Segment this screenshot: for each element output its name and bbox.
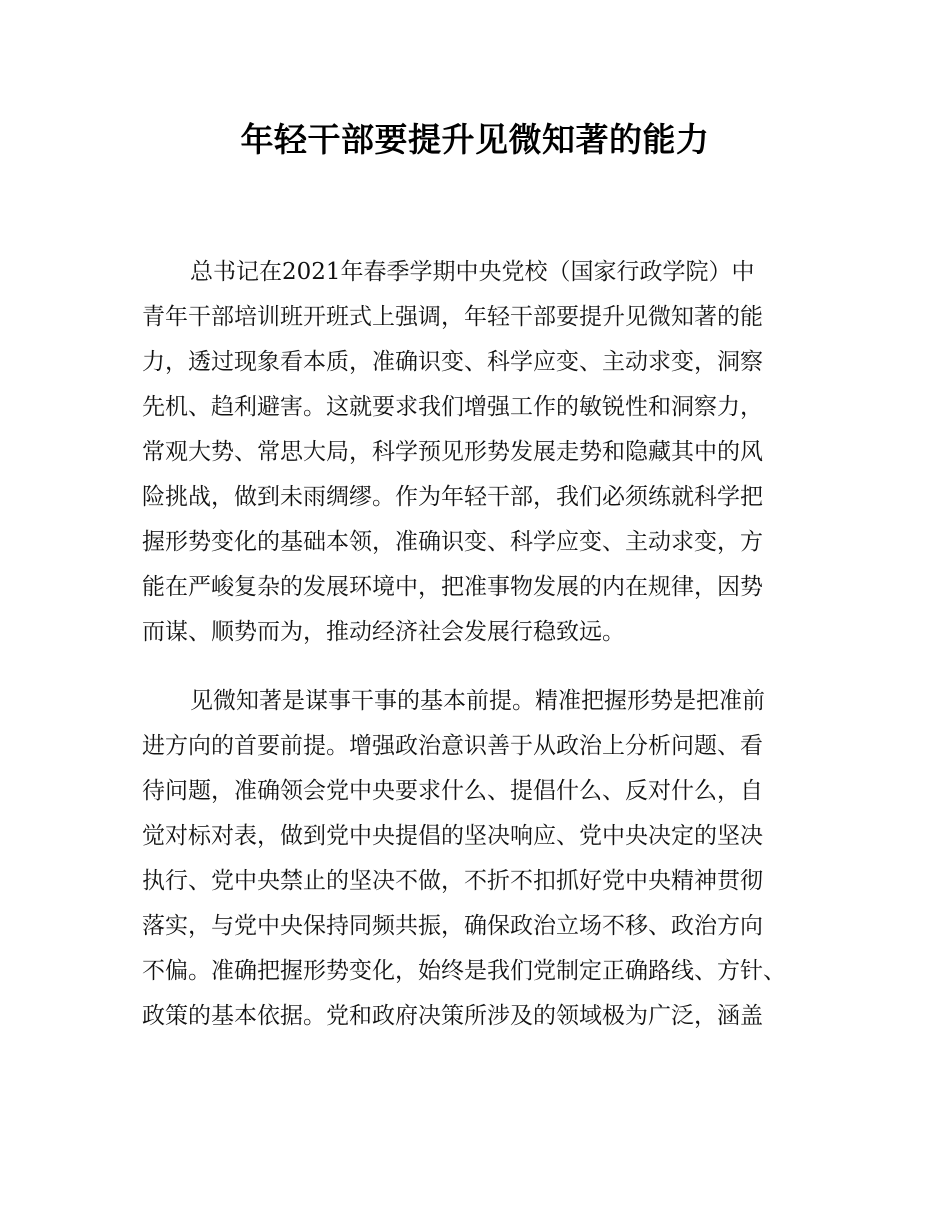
text-line: 能在严峻复杂的发展环境中，把准事物发展的内在规律，因势 [142, 574, 763, 600]
text-line: 执行、党中央禁止的坚决不做，不折不扣抓好党中央精神贯彻 [142, 868, 763, 894]
page-title: 年轻干部要提升见微知著的能力 [240, 120, 710, 159]
text-line: 险挑战，做到未雨绸缪。作为年轻干部，我们必须练就科学把 [142, 484, 763, 510]
paragraph-1 [142, 250, 822, 655]
text-line: 而谋、顺势而为，推动经济社会发展行稳致远。 [142, 619, 625, 645]
text-line: 常观大势、常思大局，科学预见形势发展走势和隐藏其中的风 [142, 439, 763, 465]
text-line: 总书记在2021年春季学期中央党校（国家行政学院）中 [190, 259, 755, 285]
text-line: 政策的基本依据。党和政府决策所涉及的领域极为广泛，涵盖 [142, 1003, 763, 1029]
text-line: 力，透过现象看本质，准确识变、科学应变、主动求变，洞察 [142, 349, 763, 375]
text-line: 待问题，准确领会党中央要求什么、提倡什么、反对什么，自 [142, 778, 763, 804]
text-line: 握形势变化的基础本领，准确识变、科学应变、主动求变，方 [142, 529, 763, 555]
text-line: 觉对标对表，做到党中央提倡的坚决响应、党中央决定的坚决 [142, 823, 763, 849]
text-line: 落实，与党中央保持同频共振，确保政治立场不移、政治方向 [142, 913, 763, 939]
text-line: 先机、趋利避害。这就要求我们增强工作的敏锐性和洞察力， [142, 394, 763, 420]
text-line: 见微知著是谋事干事的基本前提。精准把握形势是把准前 [190, 688, 765, 714]
document-body [142, 250, 822, 1063]
text-line: 青年干部培训班开班式上强调，年轻干部要提升见微知著的能 [142, 304, 763, 330]
text-line: 不偏。准确把握形势变化，始终是我们党制定正确路线、方针、 [142, 958, 786, 984]
text-line: 进方向的首要前提。增强政治意识善于从政治上分析问题、看 [142, 733, 763, 759]
paragraph-2 [142, 679, 822, 1039]
